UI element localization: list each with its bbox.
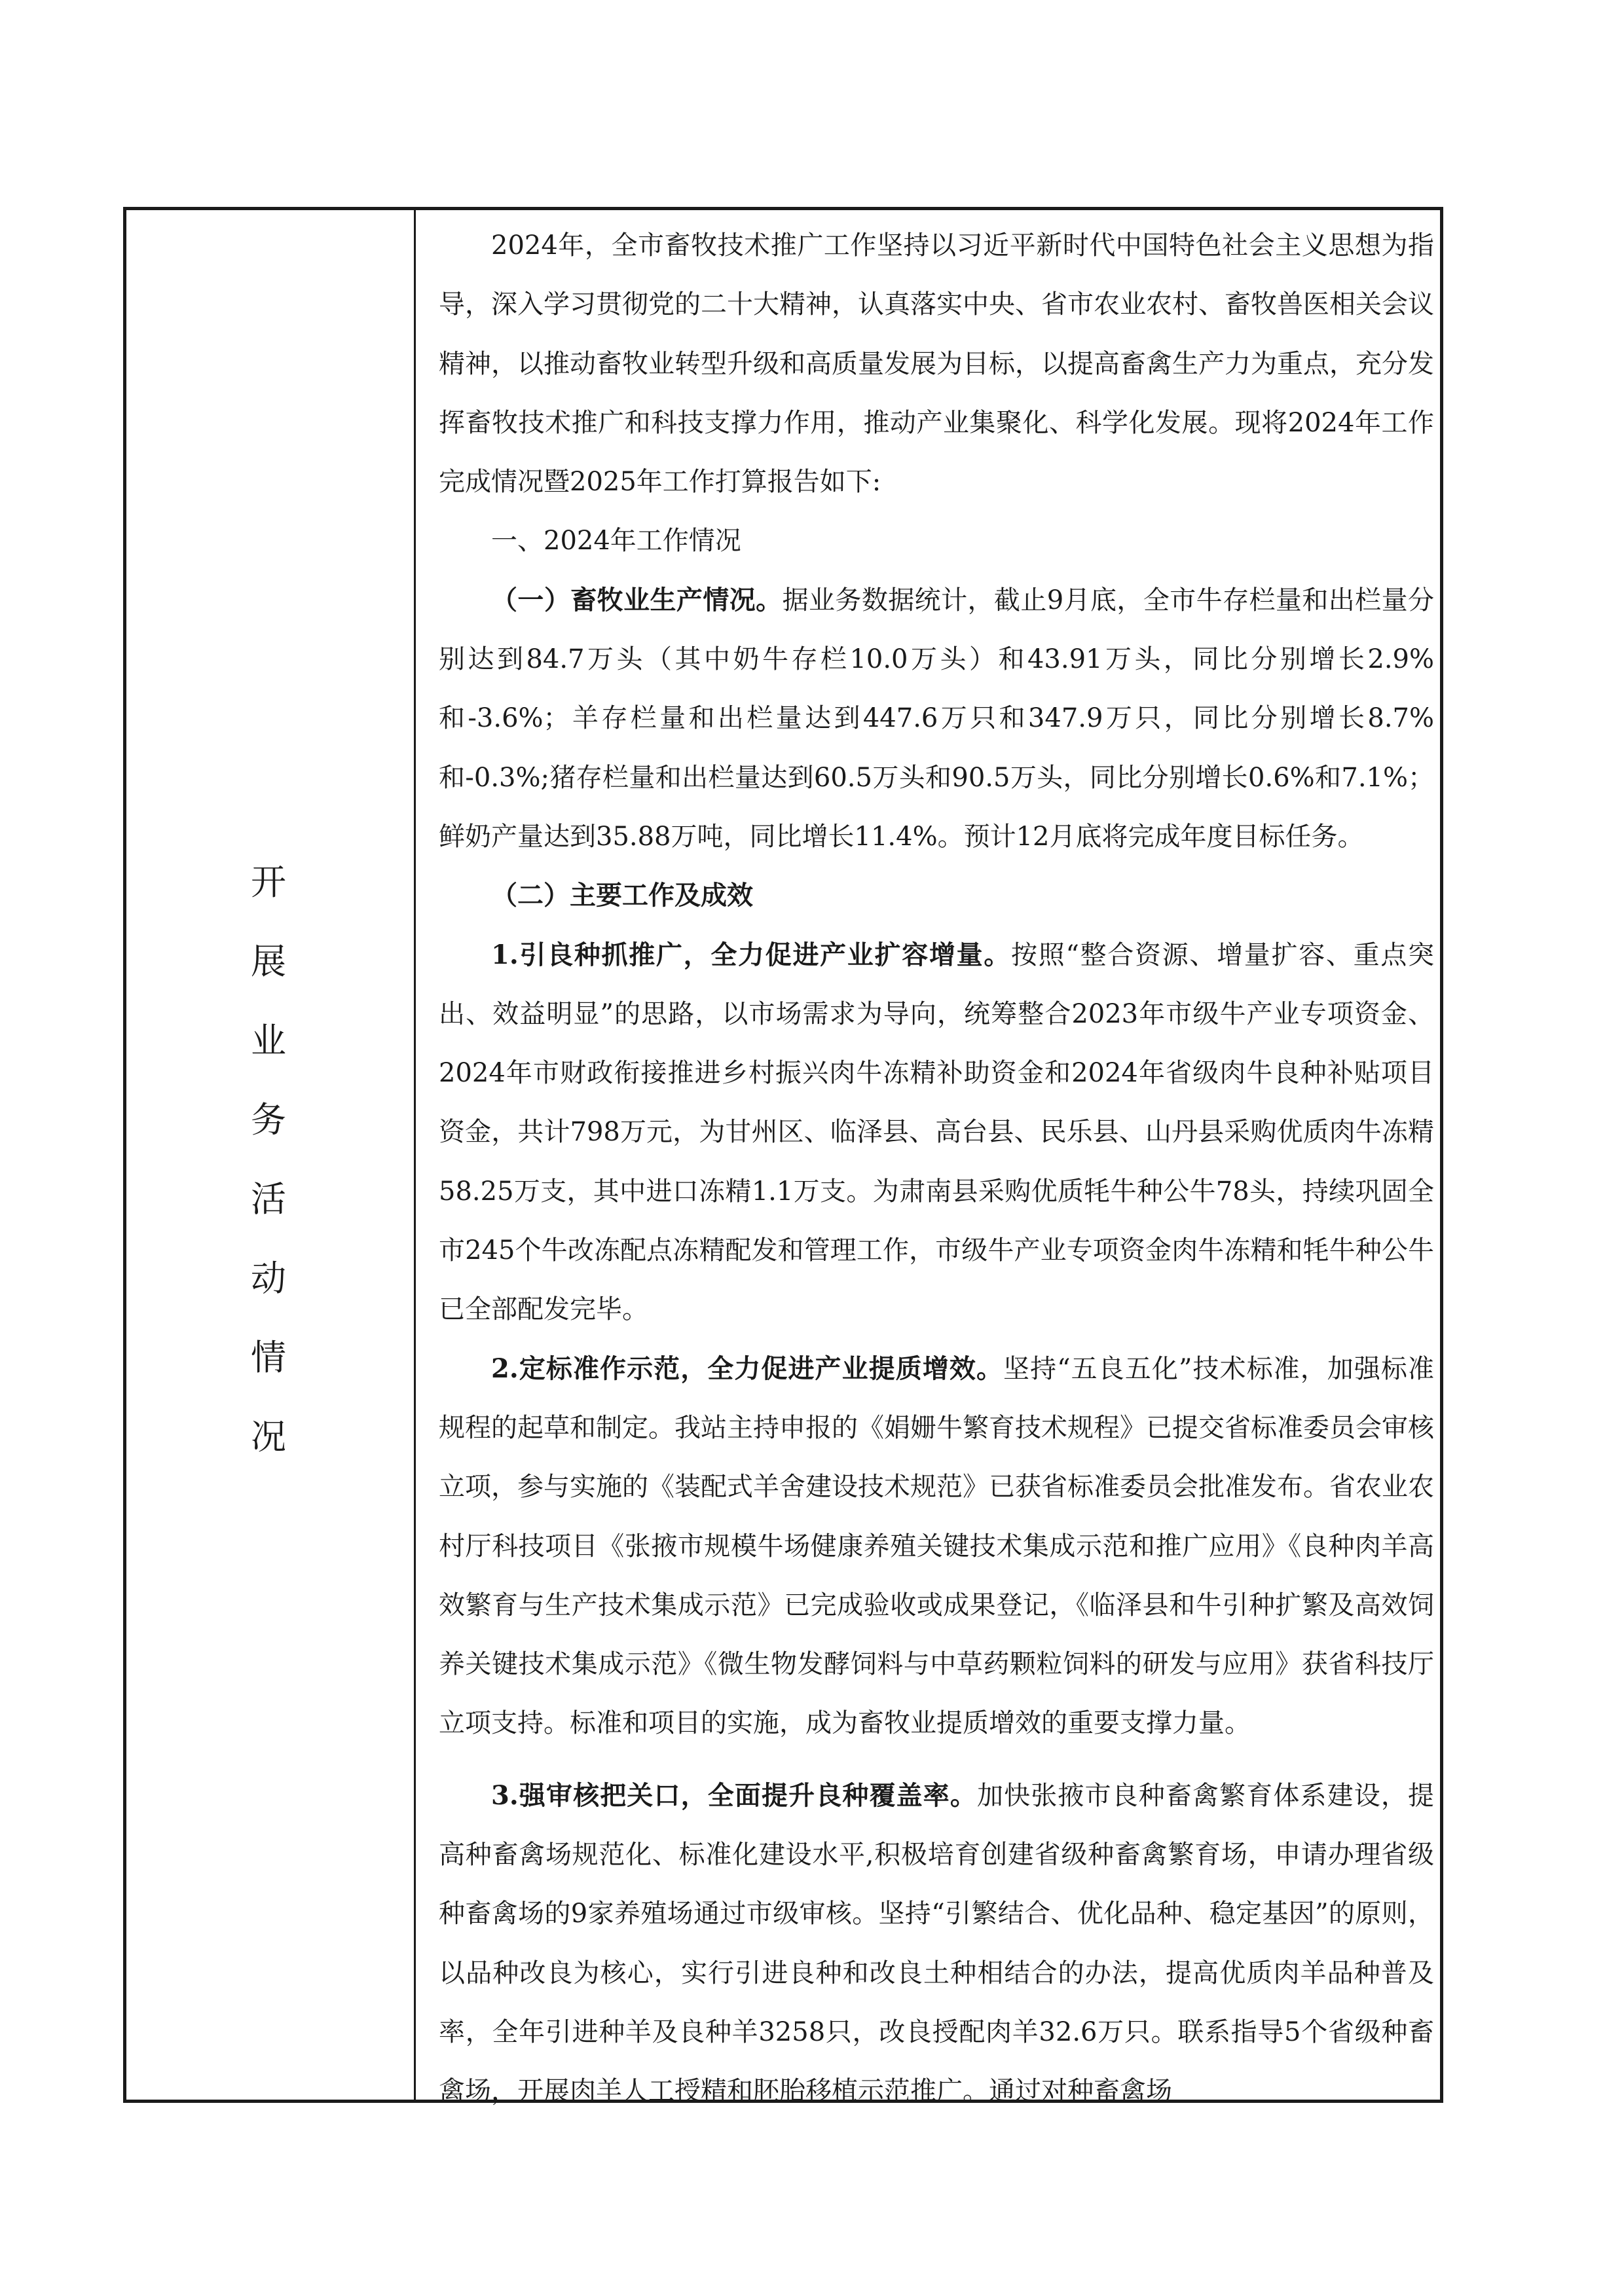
section-label-activities bbox=[123, 207, 414, 2103]
paragraph-body: 据业务数据统计，截止9月底，全市牛存栏量和出栏量分别达到84.7万头（其中奶牛存栏10.0万头）和43.91万头，同比分别增长2.9%和-3.6%；羊存栏量和出栏量达到447.6万只和347.9万只，同比分别增长8.7%和-0.3%;猪存栏量和出栏量达到60.5万头和90.5万头，同比分别增长0.6%和7.1%；鲜奶产量达到35.88万吨，同比增长11.4%。预计12月底将完成年度目标任务。 bbox=[439, 585, 1435, 852]
label-char: 动 bbox=[251, 1258, 286, 1299]
work-item-paragraph bbox=[439, 1339, 1434, 1753]
subsection-heading: （一）畜牧业生产情况。 bbox=[491, 584, 783, 615]
work-item-heading: 1.引良种抓推广，全力促进产业扩容增量。 bbox=[491, 939, 1012, 970]
paragraph-body: 加快张掖市良种畜禽繁育体系建设，提高种畜禽场规范化、标准化建设水平,积极培育创建省级种畜禽繁育场，申请办理省级种畜禽场的9家养殖场通过市级审核。坚持“引繁结合、优化品种、稳定基因”的原则，以品种改良为核心，实行引进良种和改良土种相结合的办法，提高优质肉羊品种普及率，全年引进种羊及良种羊3258只，改良授配肉羊32.6万只。联系指导5个省级种畜禽场，开展肉羊人工授精和胚胎移植示范推广。通过对种畜禽场 bbox=[439, 1780, 1434, 2107]
label-char: 开 bbox=[251, 862, 286, 903]
work-item-paragraph bbox=[439, 1766, 1434, 2121]
livestock-production-paragraph bbox=[439, 571, 1434, 866]
label-char: 情 bbox=[251, 1337, 286, 1378]
section-heading: 一、2024年工作情况 bbox=[491, 526, 741, 556]
label-char: 况 bbox=[251, 1416, 286, 1457]
label-char: 展 bbox=[251, 941, 286, 982]
report-content bbox=[439, 216, 1434, 2121]
column-divider bbox=[414, 207, 416, 2103]
intro-paragraph: 2024年，全市畜牧技术推广工作坚持以习近平新时代中国特色社会主义思想为指导，深入学习贯彻党的二十大精神，认真落实中央、省市农业农村、畜牧兽医相关会议精神，以推动畜牧业转型升级和高质量发展为目标，以提高畜禽生产力为重点，充分发挥畜牧技术推广和科技支撑力作用，推动产业集聚化、科学化发展。现将2024年工作完成情况暨2025年工作打算报告如下: bbox=[439, 230, 1434, 498]
label-char: 活 bbox=[251, 1178, 286, 1220]
paragraph-body: 按照“整合资源、增量扩容、重点突出、效益明显”的思路，以市场需求为导向，统筹整合2023年市级牛产业专项资金、2024年市财政衔接推进乡村振兴肉牛冻精补助资金和2024年省级肉牛良种补贴项目资金，共计798万元，为甘州区、临泽县、高台县、民乐县、山丹县采购优质肉牛冻精58.25万支，其中进口冻精1.1万支。为肃南县采购优质牦牛种公牛78头，持续巩固全市245个牛改冻配点冻精配发和管理工作，市级牛产业专项资金肉牛冻精和牦牛种公牛已全部配发完毕。 bbox=[439, 939, 1434, 1325]
subsection-heading: （二）主要工作及成效 bbox=[491, 880, 753, 911]
label-char: 务 bbox=[251, 1099, 286, 1140]
work-item-paragraph bbox=[439, 926, 1434, 1339]
paragraph-gap bbox=[439, 1753, 1434, 1766]
label-char: 业 bbox=[251, 1020, 286, 1061]
work-item-heading: 2.定标准作示范，全力促进产业提质增效。 bbox=[491, 1353, 1004, 1384]
work-item-heading: 3.强审核把关口，全面提升良种覆盖率。 bbox=[491, 1779, 977, 1811]
paragraph-body: 坚持“五良五化”技术标准，加强标准规程的起草和制定。我站主持申报的《娟姗牛繁育技术规程》已提交省标准委员会审核立项，参与实施的《装配式羊舍建设技术规范》已获省标准委员会批准发布。省农业农村厅科技项目《张掖市规模牛场健康养殖关键技术集成示范和推广应用》《良种肉羊高效繁育与生产技术集成示范》已完成验收或成果登记，《临泽县和牛引种扩繁及高效饲养关键技术集成示范》《微生物发酵饲料与中草药颗粒饲料的研发与应用》获省科技厅立项支持。标准和项目的实施，成为畜牧业提质增效的重要支撑力量。 bbox=[439, 1353, 1434, 1739]
